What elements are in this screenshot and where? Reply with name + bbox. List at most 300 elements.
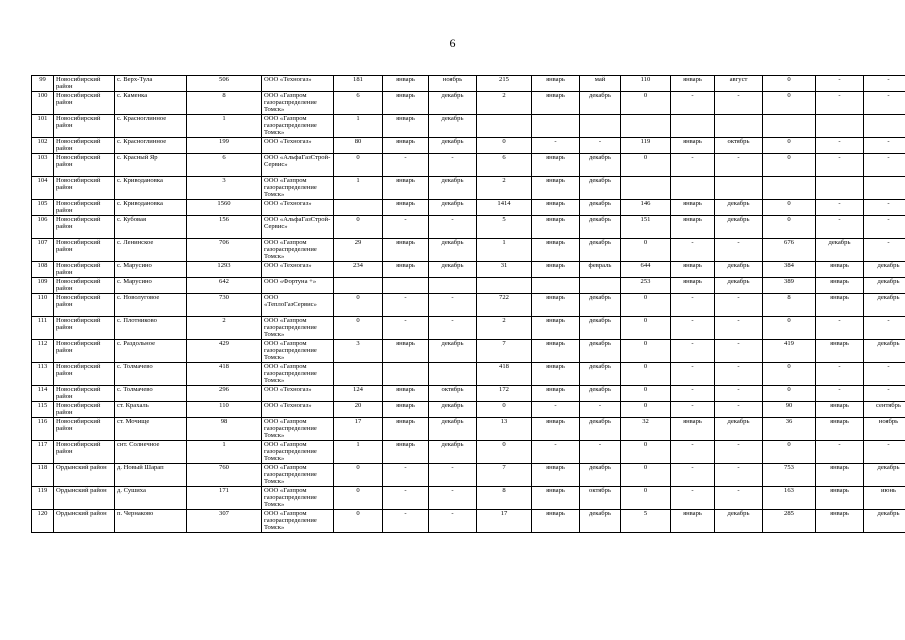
cell-organization: ООО «Газпром газораспределение Томск» [262, 487, 334, 510]
cell-group2-start: январь [532, 386, 580, 402]
cell-group3-start: - [671, 464, 715, 487]
table-row [32, 340, 905, 363]
cell-district: Новосибирский район [54, 76, 115, 92]
cell-settlement: с. Каменка [115, 92, 187, 115]
cell-group1-count: 3 [334, 340, 383, 363]
cell-group1-end: декабрь [429, 340, 477, 363]
cell-organization: ООО «ТеплоГазСервис» [262, 294, 334, 317]
cell-group2-start: январь [532, 239, 580, 262]
cell-group2-end [580, 115, 621, 138]
cell-row-number: 111 [32, 317, 54, 340]
cell-group4-count: 753 [763, 464, 816, 487]
cell-organization: ООО «Фортуна +» [262, 278, 334, 294]
cell-row-number: 119 [32, 487, 54, 510]
cell-district: Новосибирский район [54, 177, 115, 200]
cell-district: Новосибирский район [54, 239, 115, 262]
cell-group4-start: - [816, 138, 864, 154]
cell-group1-count: 0 [334, 510, 383, 533]
cell-group2-start [532, 278, 580, 294]
cell-group2-start: январь [532, 510, 580, 533]
cell-organization: ООО «Газпром газораспределение Томск» [262, 177, 334, 200]
cell-total-count: 3 [187, 177, 262, 200]
cell-group1-start: январь [383, 386, 429, 402]
cell-district: Новосибирский район [54, 154, 115, 177]
cell-group4-count: 163 [763, 487, 816, 510]
cell-group4-count: 0 [763, 92, 816, 115]
table-row [32, 510, 905, 533]
cell-organization: ООО «Газпром газораспределение Томск» [262, 418, 334, 441]
cell-group1-end: - [429, 216, 477, 239]
cell-group1-count: 1 [334, 115, 383, 138]
cell-district: Новосибирский район [54, 216, 115, 239]
cell-row-number: 114 [32, 386, 54, 402]
cell-group2-count: 2 [477, 177, 532, 200]
cell-group3-end: - [715, 487, 763, 510]
cell-group4-end: - [864, 239, 905, 262]
cell-group4-end: - [864, 363, 905, 386]
cell-settlement: д. Сушиха [115, 487, 187, 510]
cell-total-count: 642 [187, 278, 262, 294]
cell-total-count: 6 [187, 154, 262, 177]
cell-group1-count: 0 [334, 294, 383, 317]
cell-group4-end: ноябрь [864, 418, 905, 441]
cell-total-count: 730 [187, 294, 262, 317]
cell-group3-end [715, 115, 763, 138]
cell-group4-end: декабрь [864, 510, 905, 533]
cell-group1-start [383, 363, 429, 386]
cell-group1-end: декабрь [429, 402, 477, 418]
table-row [32, 115, 905, 138]
cell-group2-end: декабрь [580, 200, 621, 216]
cell-group2-end: декабрь [580, 216, 621, 239]
cell-group3-end: - [715, 340, 763, 363]
cell-group1-start: январь [383, 262, 429, 278]
cell-group3-start: - [671, 294, 715, 317]
cell-group2-start: январь [532, 216, 580, 239]
cell-total-count: 1560 [187, 200, 262, 216]
cell-district: Новосибирский район [54, 294, 115, 317]
cell-settlement: с. Красноглинное [115, 115, 187, 138]
cell-group1-end: декабрь [429, 262, 477, 278]
cell-row-number: 103 [32, 154, 54, 177]
cell-group3-start: январь [671, 216, 715, 239]
cell-group1-count: 29 [334, 239, 383, 262]
cell-total-count: 506 [187, 76, 262, 92]
cell-district: Новосибирский район [54, 317, 115, 340]
cell-group2-count: 7 [477, 340, 532, 363]
cell-group4-start: - [816, 216, 864, 239]
cell-group1-start: - [383, 216, 429, 239]
cell-group3-start: январь [671, 200, 715, 216]
cell-row-number: 116 [32, 418, 54, 441]
cell-group3-start: - [671, 340, 715, 363]
cell-group3-count: 32 [621, 418, 671, 441]
cell-group3-start: - [671, 239, 715, 262]
cell-group4-start: январь [816, 487, 864, 510]
cell-group3-end: декабрь [715, 278, 763, 294]
cell-group1-end: декабрь [429, 115, 477, 138]
cell-total-count: 307 [187, 510, 262, 533]
cell-group1-end: октябрь [429, 386, 477, 402]
cell-group1-start: - [383, 154, 429, 177]
cell-organization: ООО «Техногаз» [262, 200, 334, 216]
cell-group3-count: 0 [621, 487, 671, 510]
cell-group3-start [671, 177, 715, 200]
cell-group1-start: январь [383, 138, 429, 154]
cell-group3-start: - [671, 441, 715, 464]
cell-group2-count: 7 [477, 464, 532, 487]
cell-organization: ООО «Газпром газораспределение Томск» [262, 441, 334, 464]
table-row [32, 177, 905, 200]
cell-district: Новосибирский район [54, 92, 115, 115]
cell-settlement: с. Верх-Тула [115, 76, 187, 92]
cell-settlement: п. Чернаково [115, 510, 187, 533]
cell-group1-count: 181 [334, 76, 383, 92]
cell-group4-count: 389 [763, 278, 816, 294]
cell-organization: ООО «АльфаГазСтрой-Сервис» [262, 216, 334, 239]
cell-group1-end [429, 363, 477, 386]
cell-group4-count [763, 115, 816, 138]
cell-total-count: 199 [187, 138, 262, 154]
table-row [32, 317, 905, 340]
cell-group3-end: декабрь [715, 216, 763, 239]
cell-group1-start: - [383, 294, 429, 317]
cell-group1-start [383, 278, 429, 294]
cell-group4-start: январь [816, 278, 864, 294]
cell-group4-count: 36 [763, 418, 816, 441]
cell-settlement: ст. Мочище [115, 418, 187, 441]
cell-group4-count: 8 [763, 294, 816, 317]
cell-group3-start: январь [671, 510, 715, 533]
cell-group1-count [334, 200, 383, 216]
cell-group3-end: декабрь [715, 510, 763, 533]
cell-group2-end: - [580, 138, 621, 154]
cell-group3-start: - [671, 487, 715, 510]
cell-group3-count: 253 [621, 278, 671, 294]
cell-group2-count: 1414 [477, 200, 532, 216]
cell-organization: ООО «Техногаз» [262, 386, 334, 402]
cell-group2-end: декабрь [580, 294, 621, 317]
cell-group2-end: декабрь [580, 464, 621, 487]
cell-group2-count [477, 115, 532, 138]
cell-group2-start: январь [532, 464, 580, 487]
cell-group2-count: 31 [477, 262, 532, 278]
cell-group4-count: 90 [763, 402, 816, 418]
cell-group1-end: декабрь [429, 138, 477, 154]
cell-group4-start: январь [816, 464, 864, 487]
cell-district: Новосибирский район [54, 441, 115, 464]
cell-district: Новосибирский район [54, 278, 115, 294]
cell-group3-count: 0 [621, 402, 671, 418]
cell-group3-count: 0 [621, 363, 671, 386]
cell-total-count: 8 [187, 92, 262, 115]
cell-group4-count: 0 [763, 200, 816, 216]
cell-group4-start: - [816, 317, 864, 340]
cell-group3-start: - [671, 363, 715, 386]
cell-group4-end [864, 115, 905, 138]
cell-group2-end: октябрь [580, 487, 621, 510]
table-row [32, 216, 905, 239]
cell-group4-start [816, 177, 864, 200]
cell-district: Новосибирский район [54, 340, 115, 363]
cell-group1-count: 1 [334, 441, 383, 464]
cell-group4-end: декабрь [864, 262, 905, 278]
cell-district: Новосибирский район [54, 363, 115, 386]
cell-group2-end: май [580, 76, 621, 92]
cell-group4-start: январь [816, 402, 864, 418]
cell-group1-end: декабрь [429, 200, 477, 216]
cell-group4-start: - [816, 154, 864, 177]
cell-row-number: 108 [32, 262, 54, 278]
cell-group1-start: январь [383, 115, 429, 138]
cell-group4-end: - [864, 216, 905, 239]
cell-group1-end: - [429, 317, 477, 340]
cell-total-count: 98 [187, 418, 262, 441]
cell-group1-start: январь [383, 402, 429, 418]
table-row [32, 464, 905, 487]
cell-group3-end: - [715, 464, 763, 487]
cell-row-number: 112 [32, 340, 54, 363]
cell-settlement: с. Раздольное [115, 340, 187, 363]
cell-group3-start: - [671, 402, 715, 418]
page-number: 6 [449, 36, 456, 50]
cell-group1-start: январь [383, 418, 429, 441]
cell-group2-end: - [580, 441, 621, 464]
cell-group2-count: 17 [477, 510, 532, 533]
cell-group4-count: 419 [763, 340, 816, 363]
cell-group4-count: 0 [763, 216, 816, 239]
cell-group1-start: - [383, 317, 429, 340]
cell-group4-count: 0 [763, 76, 816, 92]
cell-group4-start: декабрь [816, 239, 864, 262]
cell-group3-count: 119 [621, 138, 671, 154]
table-body [32, 76, 905, 533]
cell-row-number: 118 [32, 464, 54, 487]
cell-group3-end: - [715, 402, 763, 418]
cell-group4-end: - [864, 154, 905, 177]
cell-district: Ордынский район [54, 510, 115, 533]
cell-organization: ООО «Газпром газораспределение Томск» [262, 115, 334, 138]
cell-total-count: 1 [187, 441, 262, 464]
cell-group2-end: декабрь [580, 317, 621, 340]
cell-group2-end: декабрь [580, 363, 621, 386]
cell-row-number: 110 [32, 294, 54, 317]
cell-group4-start: - [816, 363, 864, 386]
cell-group4-end: - [864, 92, 905, 115]
cell-organization: ООО «Газпром газораспределение Томск» [262, 92, 334, 115]
cell-district: Ордынский район [54, 487, 115, 510]
cell-group3-count: 644 [621, 262, 671, 278]
cell-group2-start [532, 115, 580, 138]
cell-group3-end: - [715, 441, 763, 464]
cell-group2-end: декабрь [580, 239, 621, 262]
cell-group3-start: - [671, 92, 715, 115]
cell-group2-count: 1 [477, 239, 532, 262]
cell-group1-start: январь [383, 76, 429, 92]
table-row [32, 262, 905, 278]
cell-group1-count: 0 [334, 216, 383, 239]
cell-group3-count: 151 [621, 216, 671, 239]
cell-group1-start: - [383, 464, 429, 487]
cell-district: Новосибирский район [54, 386, 115, 402]
cell-group1-count: 17 [334, 418, 383, 441]
table-row [32, 441, 905, 464]
cell-group2-count: 5 [477, 216, 532, 239]
cell-group4-count: 0 [763, 138, 816, 154]
cell-group1-start: январь [383, 441, 429, 464]
cell-row-number: 100 [32, 92, 54, 115]
cell-group3-end: - [715, 317, 763, 340]
cell-group2-end [580, 278, 621, 294]
cell-group3-count: 0 [621, 317, 671, 340]
cell-group4-end: - [864, 200, 905, 216]
cell-total-count: 110 [187, 402, 262, 418]
cell-settlement: с. Криводановка [115, 177, 187, 200]
table-row [32, 200, 905, 216]
cell-group3-start: январь [671, 278, 715, 294]
cell-group3-end: - [715, 386, 763, 402]
cell-row-number: 105 [32, 200, 54, 216]
cell-settlement: д. Новый Шарап [115, 464, 187, 487]
cell-group3-end: - [715, 294, 763, 317]
cell-group2-start: январь [532, 418, 580, 441]
cell-settlement: ст. Крахаль [115, 402, 187, 418]
cell-group1-count: 6 [334, 92, 383, 115]
cell-settlement: с. Марусино [115, 278, 187, 294]
cell-group3-count: 0 [621, 154, 671, 177]
cell-group1-end: - [429, 464, 477, 487]
cell-settlement: с. Плотниково [115, 317, 187, 340]
cell-group1-end: декабрь [429, 239, 477, 262]
cell-settlement: с. Марусино [115, 262, 187, 278]
cell-settlement: с. Кубовая [115, 216, 187, 239]
cell-group2-count: 6 [477, 154, 532, 177]
cell-group1-end: декабрь [429, 92, 477, 115]
table-row [32, 363, 905, 386]
cell-total-count: 1293 [187, 262, 262, 278]
cell-group3-count [621, 177, 671, 200]
cell-group3-start: январь [671, 76, 715, 92]
cell-group4-end: декабрь [864, 340, 905, 363]
cell-group2-start: январь [532, 294, 580, 317]
cell-group1-end [429, 278, 477, 294]
cell-group4-end: - [864, 386, 905, 402]
cell-group2-start: январь [532, 317, 580, 340]
cell-group2-count: 722 [477, 294, 532, 317]
cell-group3-start: январь [671, 418, 715, 441]
cell-group2-count: 13 [477, 418, 532, 441]
cell-group4-end: - [864, 317, 905, 340]
cell-settlement: с. Красный Яр [115, 154, 187, 177]
cell-group4-end: декабрь [864, 294, 905, 317]
cell-group3-end: декабрь [715, 200, 763, 216]
cell-group2-start: январь [532, 177, 580, 200]
cell-total-count: 706 [187, 239, 262, 262]
cell-group2-start: январь [532, 262, 580, 278]
cell-row-number: 101 [32, 115, 54, 138]
cell-group4-start [816, 115, 864, 138]
cell-group2-start: январь [532, 154, 580, 177]
cell-group1-end: - [429, 154, 477, 177]
cell-organization: ООО «Газпром газораспределение Томск» [262, 464, 334, 487]
cell-group1-count: 80 [334, 138, 383, 154]
cell-settlement: снт. Солнечное [115, 441, 187, 464]
cell-group1-end: - [429, 510, 477, 533]
cell-row-number: 104 [32, 177, 54, 200]
cell-group4-end: - [864, 441, 905, 464]
cell-row-number: 115 [32, 402, 54, 418]
cell-group2-end: декабрь [580, 92, 621, 115]
cell-group3-start: январь [671, 262, 715, 278]
cell-group4-count: 285 [763, 510, 816, 533]
cell-group1-count: 234 [334, 262, 383, 278]
cell-group3-end: - [715, 92, 763, 115]
cell-group4-start: - [816, 200, 864, 216]
cell-total-count: 760 [187, 464, 262, 487]
table-row [32, 92, 905, 115]
cell-group3-count: 0 [621, 464, 671, 487]
cell-group3-end: декабрь [715, 418, 763, 441]
cell-group3-count [621, 115, 671, 138]
cell-group2-start: январь [532, 76, 580, 92]
cell-organization: ООО «Газпром газораспределение Томск» [262, 239, 334, 262]
cell-group2-end: декабрь [580, 418, 621, 441]
cell-group4-count: 0 [763, 363, 816, 386]
cell-row-number: 109 [32, 278, 54, 294]
cell-group1-start: январь [383, 177, 429, 200]
cell-group2-start: - [532, 441, 580, 464]
cell-group3-count: 110 [621, 76, 671, 92]
cell-group1-start: январь [383, 239, 429, 262]
cell-group2-start: январь [532, 92, 580, 115]
cell-group4-start: - [816, 441, 864, 464]
cell-group3-count: 5 [621, 510, 671, 533]
cell-group4-start: - [816, 92, 864, 115]
cell-group1-count: 124 [334, 386, 383, 402]
cell-district: Новосибирский район [54, 138, 115, 154]
cell-group3-end: октябрь [715, 138, 763, 154]
table-row [32, 154, 905, 177]
cell-group4-count: 0 [763, 317, 816, 340]
cell-organization: ООО «АльфаГазСтрой-Сервис» [262, 154, 334, 177]
cell-group3-count: 0 [621, 340, 671, 363]
cell-group4-end: - [864, 138, 905, 154]
cell-group4-start: январь [816, 262, 864, 278]
cell-group3-start: - [671, 154, 715, 177]
cell-total-count: 156 [187, 216, 262, 239]
cell-group1-count [334, 363, 383, 386]
cell-organization: ООО «Техногаз» [262, 76, 334, 92]
cell-group2-end: декабрь [580, 386, 621, 402]
cell-group4-start: январь [816, 418, 864, 441]
cell-settlement: с. Толмачево [115, 386, 187, 402]
cell-group2-count: 2 [477, 317, 532, 340]
cell-group1-count [334, 278, 383, 294]
cell-group1-end: декабрь [429, 177, 477, 200]
cell-group2-end: декабрь [580, 177, 621, 200]
table-row [32, 239, 905, 262]
cell-district: Новосибирский район [54, 418, 115, 441]
cell-district: Новосибирский район [54, 200, 115, 216]
cell-group3-end: - [715, 239, 763, 262]
cell-group4-count: 0 [763, 386, 816, 402]
cell-group2-end: февраль [580, 262, 621, 278]
cell-group3-end: август [715, 76, 763, 92]
cell-settlement: с. Криводановка [115, 200, 187, 216]
cell-group4-count: 676 [763, 239, 816, 262]
gas-schedule-table [31, 75, 905, 533]
table-row [32, 138, 905, 154]
